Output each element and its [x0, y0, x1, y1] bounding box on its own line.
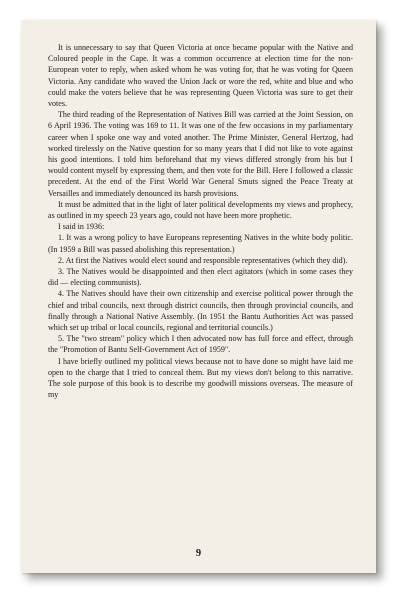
list-item-3: 3. The Natives would be disappointed and then elect agitators (which in some cases they did — electing communists).	[48, 267, 353, 288]
list-item-2: 2. At first the Natives would elect sound and responsible representatives (which they did).	[58, 255, 348, 265]
page-number: 9	[195, 548, 202, 559]
list-item-5: 5. The "two stream" policy which I then advocated now has full force and effect, through the "Promotion of Bantu Self-Government Act of 1959".	[48, 334, 353, 355]
page-body	[48, 42, 353, 401]
paragraph-admission: It must be admitted that in the light of later political developments my views and prophecy, as outlined in my speech 23 years ago, could not have been more prophetic.	[48, 199, 353, 221]
paragraph-queen-victoria: It is unnecessary to say that Queen Victoria at once became popular with the Native and Coloured people in the Cape. It was a common occurrence at election time for the non-European voter to reply, when asked whom he was voting for, that he was voting for Queen Victoria. Any candidate who waved the Union Jack or wore the red, white and blue and who could make the voters believe that he was representing Queen Victoria was sure to get their votes.	[48, 43, 353, 109]
list-item-4: 4. The Natives should have their own citizenship and exercise political power through the chief and tribal councils, next through district councils, then through provincial councils, and finally through a National Native Assembly. (In 1951 the Bantu Authorities Act was passed which set up tribal or local councils, regional and territorial councils.)	[48, 289, 353, 333]
paragraph-i-said: I said in 1936:	[58, 222, 105, 232]
paragraph-closing: I have briefly outlined my political views because not to have done so might have laid me open to the charge that I tried to conceal them. But my views don't belong to this narrative. The sole purpose of this book is to describe my goodwill missions overseas. The measure of my	[48, 356, 353, 400]
paragraph-third-reading: The third reading of the Representation of Natives Bill was carried at the Joint Session, on 6 April 1936. The voting was 169 to 11. It was one of the few occasions in my parliamentary career when I spoke one way and voted another. The Prime Minister, General Hertzog, had worked tirelessly on the Native question for so many years that I did not like to vote against his good intentions. I told him beforehand that my views differed strongly from his but I would content myself by expressing them, and then vote for the Bill. Here I followed a classic precedent. At the end of the First World War General Smuts signed the Peace Treaty at Versailles and immediately denounced its harsh provisions.	[48, 110, 353, 198]
list-item-1: 1. It was a wrong policy to have Europeans representing Natives in the white body politic. (In 1959 a Bill was passed abolishing this representation.)	[48, 233, 353, 254]
book-page	[21, 20, 376, 573]
